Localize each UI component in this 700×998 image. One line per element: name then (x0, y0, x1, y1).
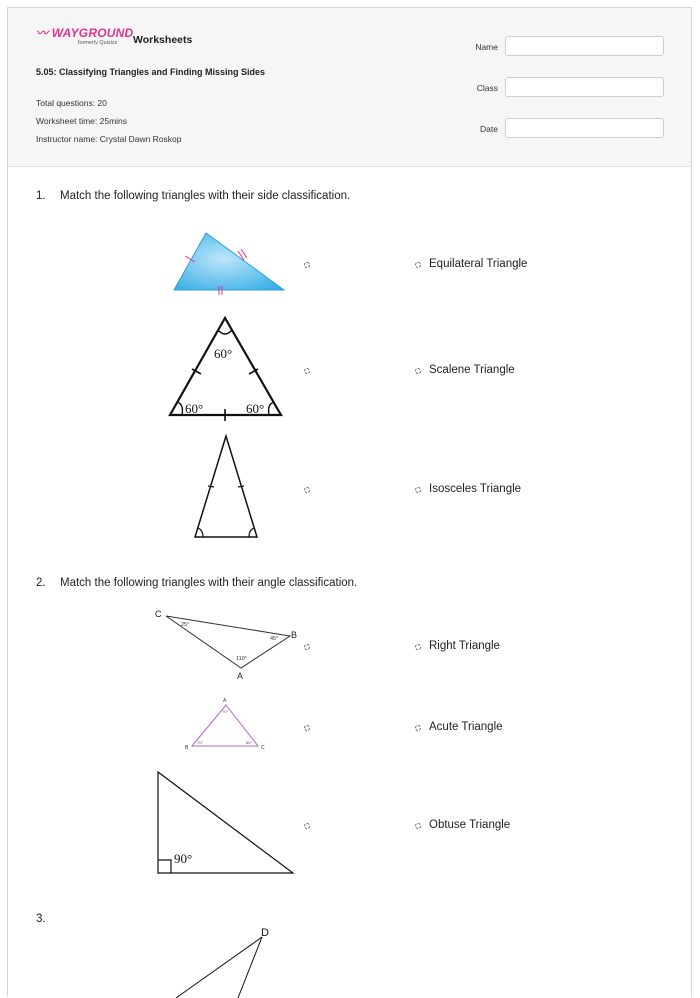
option-isosceles: Isosceles Triangle (429, 483, 522, 495)
date-field[interactable] (505, 118, 664, 138)
logo-subtitle: formerly Quizizz (78, 40, 118, 46)
option-obtuse: Obtuse Triangle (429, 819, 511, 831)
name-label: Name (475, 42, 498, 52)
option-right: Right Triangle (429, 640, 500, 652)
option-acute: Acute Triangle (429, 721, 503, 733)
match-dot-right[interactable] (415, 262, 421, 268)
name-field[interactable] (505, 36, 664, 56)
vertex-label-b: B (185, 745, 189, 751)
vertex-label-b: B (291, 630, 298, 640)
acute-triangle-figure (180, 694, 270, 754)
worksheet (7, 7, 692, 997)
worksheet-header (8, 8, 691, 167)
question-1 (36, 190, 350, 202)
equilateral-triangle-figure (168, 316, 288, 421)
vertex-label-d: D (261, 927, 269, 939)
angle-label-b: 45° (270, 636, 279, 642)
option-equilateral: Equilateral Triangle (429, 258, 528, 270)
logo-mark-icon: 〰 (36, 26, 49, 40)
angle-label-a: 110° (236, 656, 247, 662)
match-dot-right[interactable] (415, 368, 421, 374)
match-dot-left[interactable] (304, 823, 310, 829)
vertex-label-a: A (237, 671, 244, 681)
isosceles-triangle-figure (191, 434, 261, 540)
class-field[interactable] (505, 77, 664, 97)
angle-label-c: 25° (181, 622, 190, 628)
question-2 (36, 577, 357, 589)
angle-label-left: 60° (185, 401, 204, 416)
worksheet-time: Worksheet time: 25mins (36, 116, 128, 126)
vertex-label-c: C (155, 609, 162, 619)
angle-label-a: 70° (222, 709, 229, 714)
match-dot-right[interactable] (415, 487, 421, 493)
angle-label-top: 60° (214, 346, 233, 361)
match-dot-right[interactable] (415, 644, 421, 650)
question-number: 1. (36, 190, 46, 202)
brand-logo (36, 27, 133, 47)
angle-label-right: 60° (246, 401, 265, 416)
question-3-figure (168, 923, 288, 998)
worksheet-title: 5.05: Classifying Triangles and Finding Missing Sides (36, 67, 266, 77)
question-3 (36, 913, 60, 925)
question-text: Match the following triangles with their angle classification. (60, 577, 358, 589)
question-number: 2. (36, 577, 46, 589)
match-dot-left[interactable] (304, 644, 310, 650)
total-questions: Total questions: 20 (36, 98, 107, 108)
scalene-triangle-figure (168, 228, 298, 303)
match-dot-left[interactable] (304, 368, 310, 374)
logo-text: WAYGROUND (51, 26, 134, 40)
match-dot-left[interactable] (304, 262, 310, 268)
product-name: Worksheets (133, 34, 193, 46)
class-label: Class (476, 83, 498, 93)
date-label: Date (480, 124, 498, 134)
match-dot-left[interactable] (304, 725, 310, 731)
match-dot-right[interactable] (415, 725, 421, 731)
match-dot-left[interactable] (304, 487, 310, 493)
angle-label-b: 70° (197, 740, 204, 745)
instructor-name: Instructor name: Crystal Dawn Roskop (36, 134, 182, 144)
angle-label-c: 60° (246, 740, 253, 745)
vertex-label-a: A (223, 698, 227, 704)
right-triangle-figure (156, 770, 296, 876)
vertex-label-c: C (261, 745, 265, 751)
angle-label-right: 90° (174, 851, 193, 866)
option-scalene: Scalene Triangle (429, 364, 515, 376)
match-dot-right[interactable] (415, 823, 421, 829)
obtuse-triangle-figure (153, 608, 303, 688)
question-number: 3. (36, 913, 46, 925)
question-text: Match the following triangles with their side classification. (60, 190, 351, 202)
